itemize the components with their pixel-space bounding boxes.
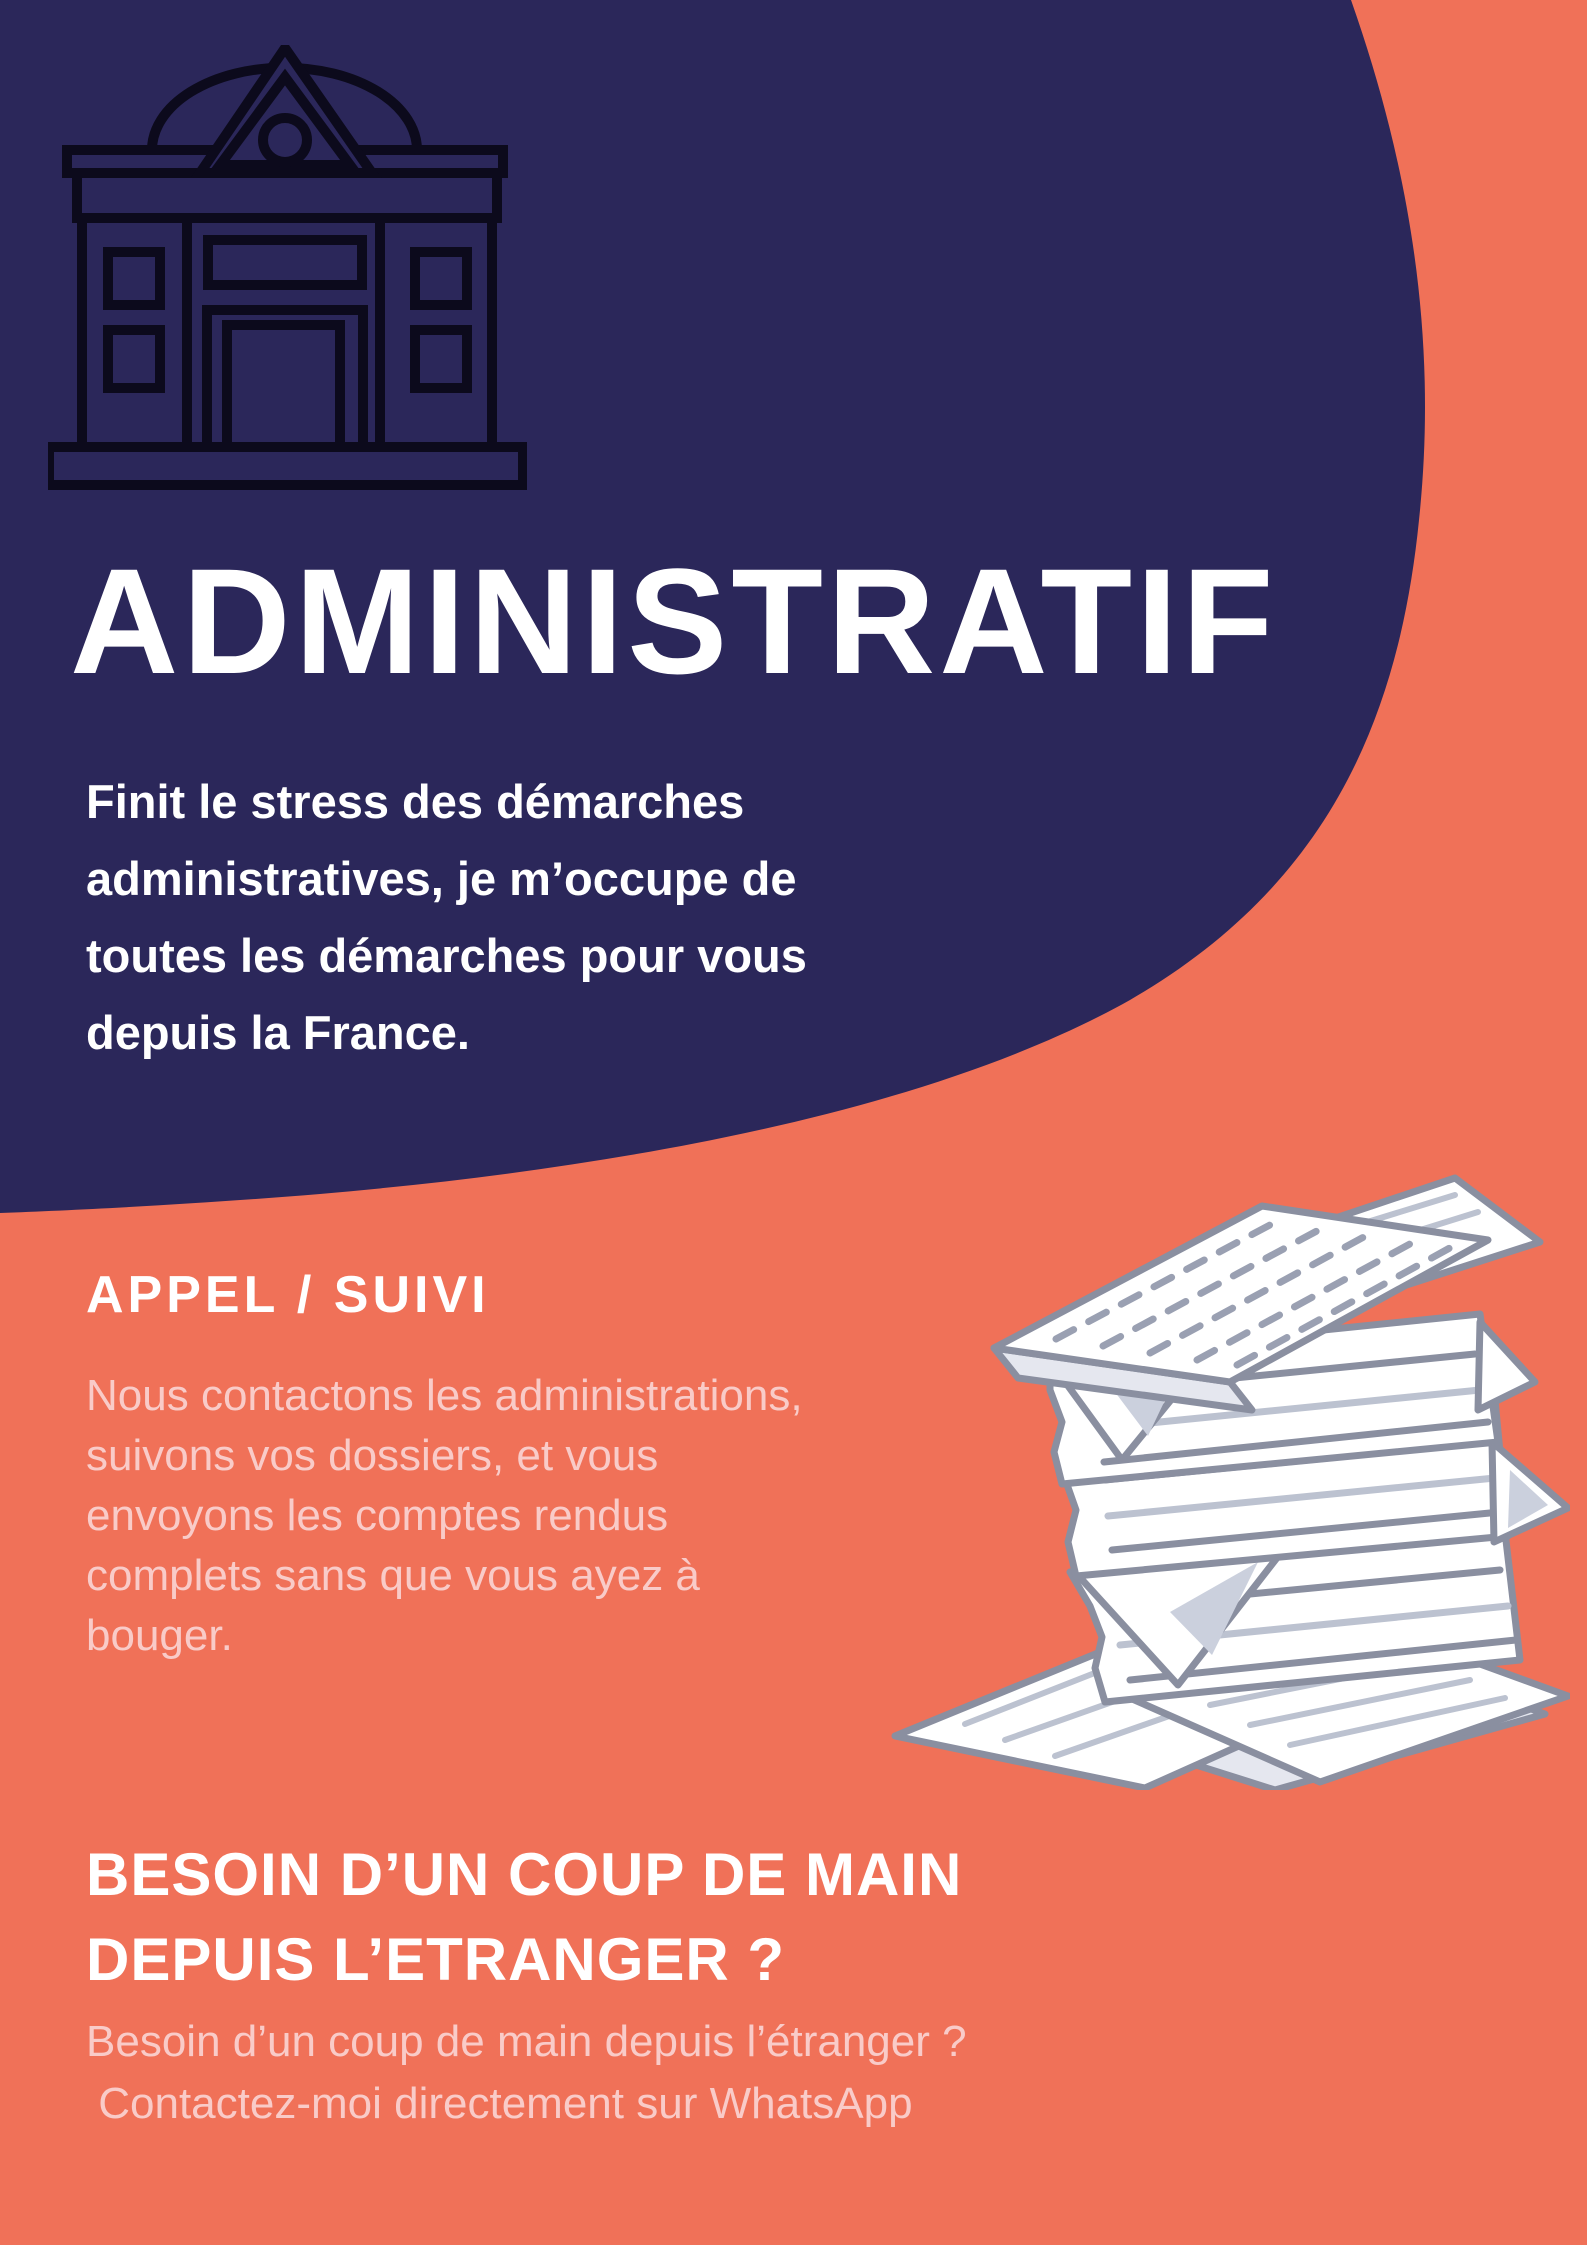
government-building-icon <box>48 45 527 491</box>
body-line: Contactez-moi directement sur WhatsApp <box>86 2079 913 2128</box>
body-line: Besoin d’un coup de main depuis l’étranger ? <box>86 2017 967 2066</box>
body-line: Nous contactons les administrations, <box>86 1371 803 1420</box>
body-line: suivons vos dossiers, et vous <box>86 1431 659 1480</box>
section-heading-appel-suivi: APPEL / SUIVI <box>86 1266 490 1324</box>
intro-line: Finit le stress des démarches <box>86 775 745 828</box>
heading-line: BESOIN D’UN COUP DE MAIN <box>86 1841 963 1908</box>
intro-line: administratives, je m’occupe de <box>86 852 797 905</box>
page-title: ADMINISTRATIF <box>70 537 1278 705</box>
body-line: envoyons les comptes rendus <box>86 1491 669 1540</box>
body-line: bouger. <box>86 1611 233 1660</box>
intro-line: depuis la France. <box>86 1006 470 1059</box>
appel-body-text <box>86 1366 803 1666</box>
intro-text <box>86 763 807 1071</box>
besoin-body-text <box>86 2011 967 2135</box>
section-heading-besoin <box>86 1832 962 2002</box>
body-line: complets sans que vous ayez à <box>86 1551 700 1600</box>
paper-stack-illustration <box>880 1140 1570 1790</box>
heading-line: DEPUIS L’ETRANGER ? <box>86 1926 786 1993</box>
intro-line: toutes les démarches pour vous <box>86 929 807 982</box>
